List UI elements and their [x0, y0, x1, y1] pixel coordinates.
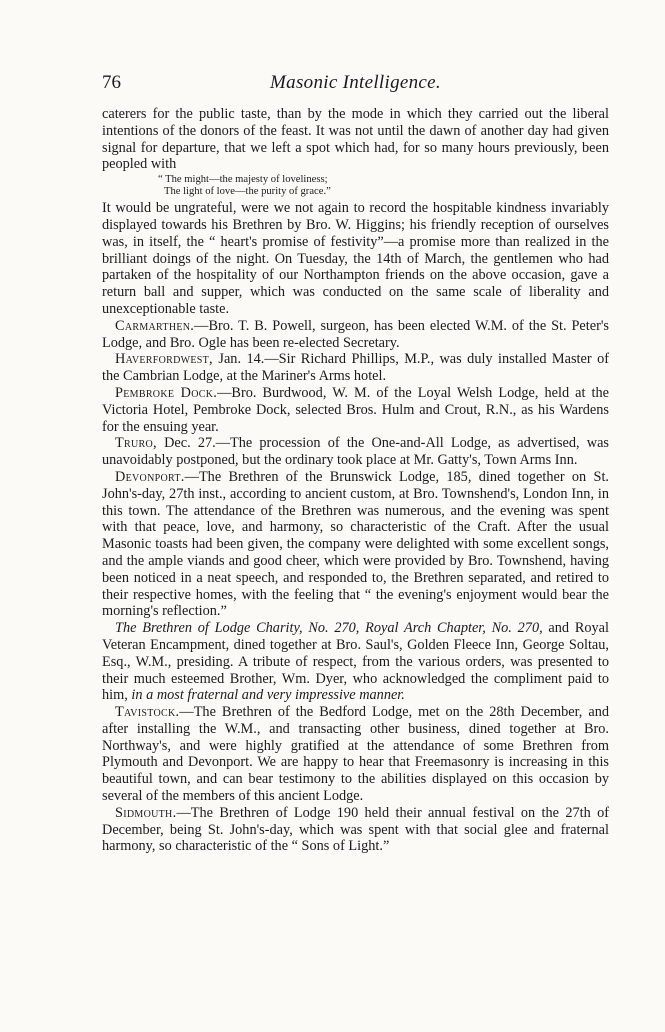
paragraph-text: —The Brethren of the Bedford Lodge, met on the 28th December, and after installing the W.M., and transacting other business, dined together at Bro. Northway's, and were highly gratified at the attendance of some Brethren from Plymouth and Devonport. We are happy to hear that Freemasonry is increasing in this beautiful town, and can bear testimony to the abilities displayed on this occasion by several of the members of this ancient Lodge. [102, 704, 609, 805]
paragraph-text: and Royal Veteran Encampment, dined together at Bro. Saul's, Golden Fleece Inn, George Soltau, Esq., W.M., presiding. A tribute of respect, from the various orders, was presented to their much esteemed Brother, Wm. Dyer, who acknowledged the compliment paid to him, [102, 620, 609, 704]
paragraph-text-italic: The Brethren of Lodge Charity, No. 270, Royal Arch Chapter, No. 270, [115, 620, 543, 637]
paragraph-haverfordwest [102, 351, 609, 385]
paragraph-text: —The Brethren of Lodge 190 held their annual festival on the 27th of December, being St. John's-day, which was spent with that social glee and fraternal harmony, so characteristic of the “ Sons of Light.” [102, 804, 609, 855]
paragraph-text-italic: in a most fraternal and very impressive manner. [127, 687, 405, 704]
place-heading: Sidmouth. [115, 804, 177, 821]
paragraph-pembroke-dock [102, 385, 609, 435]
place-heading: Truro, [115, 435, 157, 452]
place-heading: Carmarthen. [115, 317, 195, 334]
paragraph-carmarthen [102, 318, 609, 352]
place-heading: Tavistock. [115, 704, 180, 721]
paragraph-text: —Bro. Burdwood, W. M. of the Loyal Welsh Lodge, held at the Victoria Hotel, Pembroke Dock, selected Bros. Hulm and Crout, R.N., as his Wardens for the ensuing year. [102, 384, 609, 435]
paragraph-devonport [102, 469, 609, 620]
verse-line-2: The light of love—the purity of grace.” [164, 186, 331, 198]
page-number: 76 [102, 72, 121, 93]
place-heading: Haverfordwest, [115, 351, 213, 368]
paragraph-lodge-charity [102, 620, 609, 704]
paragraph-text: —Bro. T. B. Powell, surgeon, has been elected W.M. of the St. Peter's Lodge, and Bro. Ogle has been re-elected Secretary. [102, 317, 609, 351]
paragraph-text: caterers for the public taste, than by the mode in which they carried out the liberal intentions of the donors of the feast. It was not until the dawn of another day had given signal for departure, that we left a spot which had, for so many hours previously, been peopled with [102, 106, 609, 173]
place-heading: Pembroke Dock. [115, 384, 218, 401]
paragraph-sidmouth [102, 805, 609, 855]
paragraph-text: —The Brethren of the Brunswick Lodge, 185, dined together on St. John's-day, 27th inst., according to ancient custom, at Bro. Townshend's, London Inn, in this town. The attendance of the Brethren was numerous, and the evening was spent with that peace, love, and harmony, so characteristic of the Craft. After the usual Masonic toasts had been given, the company were delighted with some excellent songs, and the ample viands and good cheer, which were provided by Bro. Townshend, having been noticed in a neat speech, and responded to, the Brethren separated, and retired to their respective homes, with the feeling that “ the evening's enjoyment would bear the morning's reflection.” [102, 468, 609, 620]
article-body [102, 106, 609, 855]
paragraph-truro [102, 435, 609, 469]
paragraph-northampton [102, 200, 609, 318]
place-heading: Devonport. [115, 468, 185, 485]
page-header [102, 72, 609, 106]
paragraph-text: Dec. 27.—The procession of the One-and-All Lodge, as advertised, was unavoidably postponed, but the ordinary took place at Mr. Gatty's, Town Arms Inn. [102, 435, 609, 469]
running-title: Masonic Intelligence. [270, 72, 441, 93]
paragraph-tavistock [102, 704, 609, 805]
paragraph-text: Jan. 14.—Sir Richard Phillips, M.P., was duly installed Master of the Cambrian Lodge, at the Mariner's Arms hotel. [102, 351, 609, 385]
paragraph-text: It would be ungrateful, were we not again to record the hospitable kindness invariably displayed towards his Brethren by Bro. W. Higgins; his friendly reception of ourselves was, in itself, the “ heart's promise of festivity”—a promise more than realized in the brilliant doings of the night. On Tuesday, the 14th of March, the gentlemen who had partaken of the hospitality of our Northampton friends on the above occasion, gave a return ball and supper, which was conducted on the same scale of liberality and unexceptionable taste. [102, 200, 609, 317]
paragraph-feast [102, 106, 609, 173]
verse-line-1: “ The might—the majesty of loveliness; [158, 174, 328, 186]
verse-quote [102, 174, 609, 198]
